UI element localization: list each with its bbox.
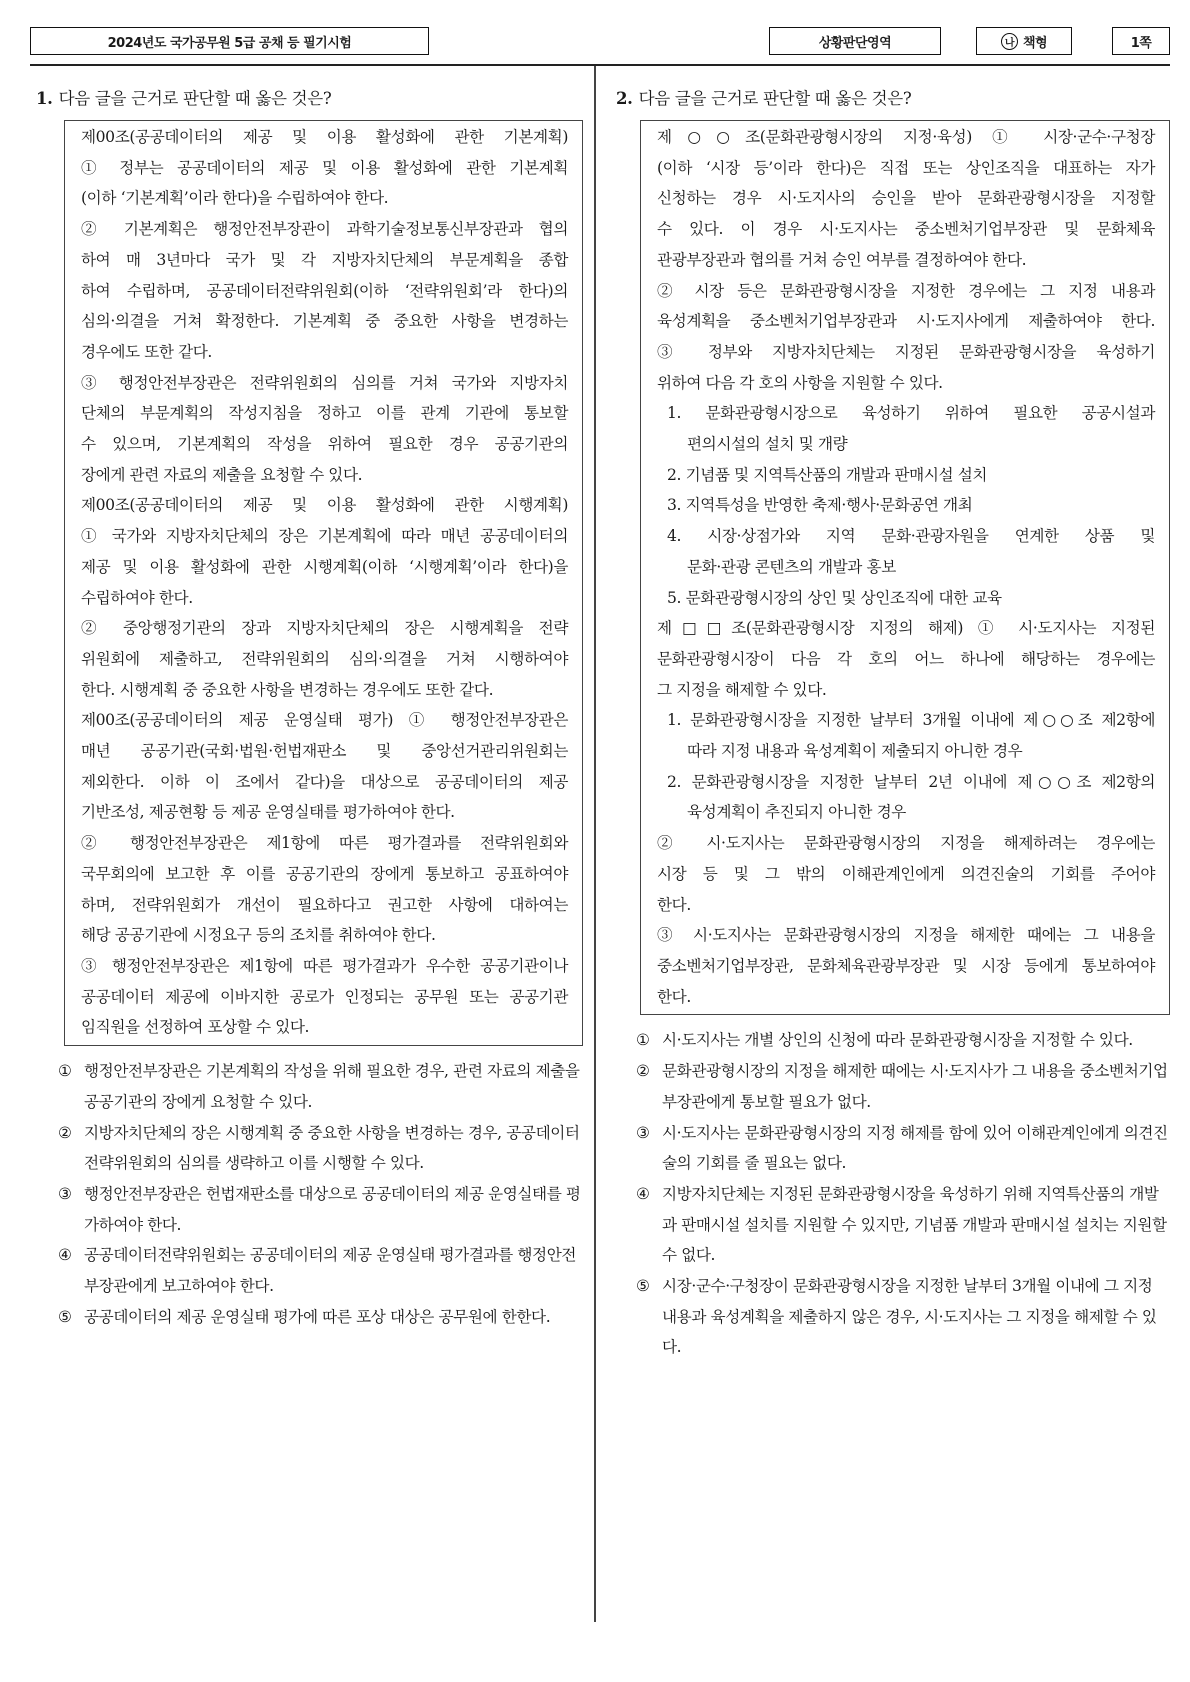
choice-text: 공공데이터전략위원회는 공공데이터의 제공 운영실태 평가결과를 행정안전부장관에게 보고하여야 한다.: [84, 1246, 577, 1296]
passage-line: 중소벤처기업부장관, 문화체육관광부장관 및 시장 등에게 통보하여야: [657, 956, 1155, 975]
question-number: 2.: [616, 89, 633, 108]
passage-line: 2. 기념품 및 지역특산품의 개발과 판매시설 설치: [667, 465, 988, 484]
passage-line: 매년 공공기관(국회·법원·헌법재판소 및 중앙선거관리위원회는: [81, 742, 568, 761]
question-text: 다음 글을 근거로 판단할 때 옳은 것은?: [58, 89, 332, 108]
passage-line: 공공데이터 제공에 이바지한 공로가 인정되는 공무원 또는 공공기관: [81, 987, 568, 1006]
passage-line: 국무회의에 보고한 후 이를 공공기관의 장에게 통보하고 공표하여야: [81, 864, 568, 883]
choice-text: 시·도지사는 개별 상인의 신청에 따라 문화관광형시장을 지정할 수 있다.: [662, 1031, 1133, 1050]
exam-title-box: [30, 27, 429, 55]
question-1-passage-box: [64, 120, 583, 1046]
passage-line: 장에게 관련 자료의 제출을 요청할 수 있다.: [81, 465, 363, 484]
answer-choice-3[interactable]: [636, 1118, 1170, 1179]
passage-line: ③ 행정안전부장관은 제1항에 따른 평가결과가 우수한 공공기관이나: [81, 956, 568, 975]
passage-line: 하여 수립하며, 공공데이터전략위원회(이하 ‘전략위원회’라 한다)의: [81, 281, 568, 300]
choice-number-icon: ⑤: [58, 1307, 72, 1326]
choice-number-icon: ①: [58, 1062, 72, 1081]
passage-line: 제00조(공공데이터의 제공 및 이용 활성화에 관한 기본계획): [81, 128, 568, 146]
answer-choice-5[interactable]: [58, 1302, 583, 1333]
passage-line: 문화·관광 콘텐츠의 개발과 홍보: [687, 557, 896, 576]
choice-number-icon: ②: [636, 1062, 650, 1081]
booklet-type-label: 책형: [1022, 35, 1048, 51]
section-label: 상황판단영역: [818, 35, 892, 51]
passage-line: 기반조성, 제공현황 등 제공 운영실태를 평가하여야 한다.: [81, 803, 455, 822]
choice-number-icon: ④: [636, 1184, 650, 1203]
exam-title: 2024년도 국가공무원 5급 공채 등 필기시험: [107, 35, 352, 51]
passage-line: 제○○조(문화관광형시장의 지정·육성) ① 시장·군수·구청장: [657, 128, 1155, 146]
passage-line: 수 있다. 이 경우 시·도지사는 중소벤처기업부장관 및 문화체육: [657, 220, 1155, 239]
choice-text: 행정안전부장관은 헌법재판소를 대상으로 공공데이터의 제공 운영실태를 평가하여야 한다.: [84, 1184, 581, 1234]
question-1-prompt: [36, 84, 591, 114]
passage-line: 3. 지역특성을 반영한 축제·행사·문화공연 개최: [667, 496, 973, 515]
passage-line: 제□□조(문화관광형시장 지정의 해제) ① 시·도지사는 지정된: [657, 619, 1155, 638]
passage-line: 단체의 부문계획의 작성지침을 정하고 이를 관계 기관에 통보할: [81, 404, 568, 423]
passage-line: 육성계획이 추진되지 아니한 경우: [687, 803, 906, 822]
question-number: 1.: [36, 89, 53, 108]
answer-choice-2[interactable]: [58, 1118, 583, 1179]
answer-choice-4[interactable]: [636, 1179, 1170, 1271]
passage-line: 위하여 다음 각 호의 사항을 지원할 수 있다.: [657, 373, 943, 392]
passage-line: 경우에도 또한 같다.: [81, 342, 212, 361]
question-2-prompt: [616, 84, 1170, 114]
passage-line: 하여 매 3년마다 국가 및 각 지방자치단체의 부문계획을 종합: [81, 250, 568, 269]
question-2-passage-box: [640, 120, 1170, 1015]
passage-line: 심의·의결을 거쳐 확정한다. 기본계획 중 중요한 사항을 변경하는: [81, 312, 568, 331]
passage-line: 따라 지정 내용과 육성계획이 제출되지 아니한 경우: [687, 742, 1023, 761]
answer-choice-1[interactable]: [58, 1056, 583, 1117]
passage-line: 제00조(공공데이터의 제공 및 이용 활성화에 관한 시행계획): [81, 496, 568, 515]
choice-text: 지방자치단체는 지정된 문화관광형시장을 육성하기 위해 지역특산품의 개발과 판매시설 설치를 지원할 수 있지만, 기념품 개발과 판매시설 설치는 지원할 수 없다.: [662, 1184, 1167, 1265]
page-number: 1쪽: [1130, 35, 1152, 51]
circled-booklet-mark-icon: 나: [1001, 33, 1018, 50]
answer-choice-4[interactable]: [58, 1240, 583, 1301]
passage-line: 신청하는 경우 시·도지사의 승인을 받아 문화관광형시장을 지정할: [657, 189, 1155, 208]
passage-line: ③ 행정안전부장관은 전략위원회의 심의를 거쳐 국가와 지방자치: [81, 373, 568, 392]
passage-line: 제외한다. 이하 이 조에서 같다)을 대상으로 공공데이터의 제공: [81, 772, 568, 791]
passage-line: 제00조(공공데이터의 제공 운영실태 평가) ① 행정안전부장관은: [81, 711, 568, 730]
passage-line: ① 정부는 공공데이터의 제공 및 이용 활성화에 관한 기본계획: [81, 158, 568, 177]
passage-line: ② 기본계획은 행정안전부장관이 과학기술정보통신부장관과 협의: [81, 220, 568, 239]
question-1: [36, 84, 591, 1332]
choice-number-icon: ③: [58, 1184, 72, 1203]
passage-line: 한다.: [657, 987, 691, 1006]
passage-line: 관광부장관과 협의를 거쳐 승인 여부를 결정하여야 한다.: [657, 250, 1027, 269]
header-rule: [30, 64, 1170, 66]
passage-line: 2. 문화관광형시장을 지정한 날부터 2년 이내에 제○○조 제2항의: [667, 772, 1155, 791]
question-text: 다음 글을 근거로 판단할 때 옳은 것은?: [638, 89, 912, 108]
passage-line: 해당 공공기관에 시정요구 등의 조치를 취하여야 한다.: [81, 926, 436, 945]
passage-line: 1. 문화관광형시장을 지정한 날부터 3개월 이내에 제○○조 제2항에: [667, 711, 1155, 730]
passage-line: 하며, 전략위원회가 개선이 필요하다고 권고한 사항에 대하여는: [81, 895, 568, 914]
passage-line: 편의시설의 설치 및 개량: [687, 435, 848, 454]
passage-line: ③ 시·도지사는 문화관광형시장의 지정을 해제한 때에는 그 내용을: [657, 926, 1155, 945]
passage-line: 제공 및 이용 활성화에 관한 시행계획(이하 ‘시행계획’이라 한다)을: [81, 557, 568, 576]
choice-number-icon: ②: [58, 1123, 72, 1142]
choice-number-icon: ⑤: [636, 1277, 650, 1296]
question-1-choices: [58, 1056, 583, 1332]
passage-line: 5. 문화관광형시장의 상인 및 상인조직에 대한 교육: [667, 588, 1002, 607]
passage-line: ② 시장 등은 문화관광형시장을 지정한 경우에는 그 지정 내용과: [657, 281, 1155, 300]
choice-text: 문화관광형시장의 지정을 해제한 때에는 시·도지사가 그 내용을 중소벤처기업부장관에게 통보할 필요가 없다.: [662, 1062, 1168, 1111]
section-box: [769, 27, 941, 55]
choice-number-icon: ③: [636, 1123, 650, 1142]
passage-line: 육성계획을 중소벤처기업부장관과 시·도지사에게 제출하여야 한다.: [657, 312, 1155, 331]
passage-line: ③ 정부와 지방자치단체는 지정된 문화관광형시장을 육성하기: [657, 342, 1155, 361]
choice-text: 시·도지사는 문화관광형시장의 지정 해제를 함에 있어 이해관계인에게 의견진술의 기회를 줄 필요는 없다.: [662, 1123, 1168, 1173]
question-2: [616, 84, 1170, 1363]
answer-choice-1[interactable]: [636, 1025, 1170, 1056]
passage-line: 한다.: [657, 895, 691, 914]
passage-line: 그 지정을 해제할 수 있다.: [657, 680, 827, 699]
page-number-box: [1112, 27, 1170, 55]
column-divider: [594, 66, 596, 1622]
passage-line: 문화관광형시장이 다음 각 호의 어느 하나에 해당하는 경우에는: [657, 649, 1155, 668]
passage-line: ① 국가와 지방자치단체의 장은 기본계획에 따라 매년 공공데이터의: [81, 527, 568, 546]
choice-number-icon: ④: [58, 1246, 72, 1265]
answer-choice-2[interactable]: [636, 1056, 1170, 1117]
choice-text: 지방자치단체의 장은 시행계획 중 중요한 사항을 변경하는 경우, 공공데이터전략위원회의 심의를 생략하고 이를 시행할 수 있다.: [84, 1123, 580, 1173]
passage-line: 위원회에 제출하고, 전략위원회의 심의·의결을 거쳐 시행하여야: [81, 649, 568, 668]
answer-choice-3[interactable]: [58, 1179, 583, 1240]
choice-text: 공공데이터의 제공 운영실태 평가에 따른 포상 대상은 공무원에 한한다.: [84, 1307, 551, 1326]
choice-number-icon: ①: [636, 1031, 650, 1050]
choice-text: 행정안전부장관은 기본계획의 작성을 위해 필요한 경우, 관련 자료의 제출을 공공기관의 장에게 요청할 수 있다.: [84, 1062, 580, 1111]
passage-line: 수립하여야 한다.: [81, 588, 193, 607]
passage-line: (이하 ‘시장 등’이라 한다)은 직접 또는 상인조직을 대표하는 자가: [657, 158, 1155, 177]
passage-line: 수 있으며, 기본계획의 작성을 위하여 필요한 경우 공공기관의: [81, 435, 568, 454]
passage-line: ② 중앙행정기관의 장과 지방자치단체의 장은 시행계획을 전략: [81, 619, 568, 638]
passage-line: 임직원을 선정하여 포상할 수 있다.: [81, 1018, 310, 1037]
passage-line: ② 행정안전부장관은 제1항에 따른 평가결과를 전략위원회와: [81, 834, 568, 853]
passage-line: 4. 시장·상점가와 지역 문화·관광자원을 연계한 상품 및: [667, 527, 1155, 546]
passage-line: 시장 등 및 그 밖의 이해관계인에게 의견진술의 기회를 주어야: [657, 864, 1155, 883]
passage-line: ② 시·도지사는 문화관광형시장의 지정을 해제하려는 경우에는: [657, 834, 1155, 853]
answer-choice-5[interactable]: [636, 1271, 1170, 1363]
booklet-type-box: [976, 27, 1072, 55]
passage-line: (이하 ‘기본계획’이라 한다)을 수립하여야 한다.: [81, 189, 389, 208]
passage-line: 1. 문화관광형시장으로 육성하기 위하여 필요한 공공시설과: [667, 404, 1155, 423]
passage-line: 한다. 시행계획 중 중요한 사항을 변경하는 경우에도 또한 같다.: [81, 680, 494, 699]
question-2-choices: [636, 1025, 1170, 1363]
choice-text: 시장·군수·구청장이 문화관광형시장을 지정한 날부터 3개월 이내에 그 지정 내용과 육성계획을 제출하지 않은 경우, 시·도지사는 그 지정을 해제할 수 있다.: [662, 1277, 1157, 1357]
